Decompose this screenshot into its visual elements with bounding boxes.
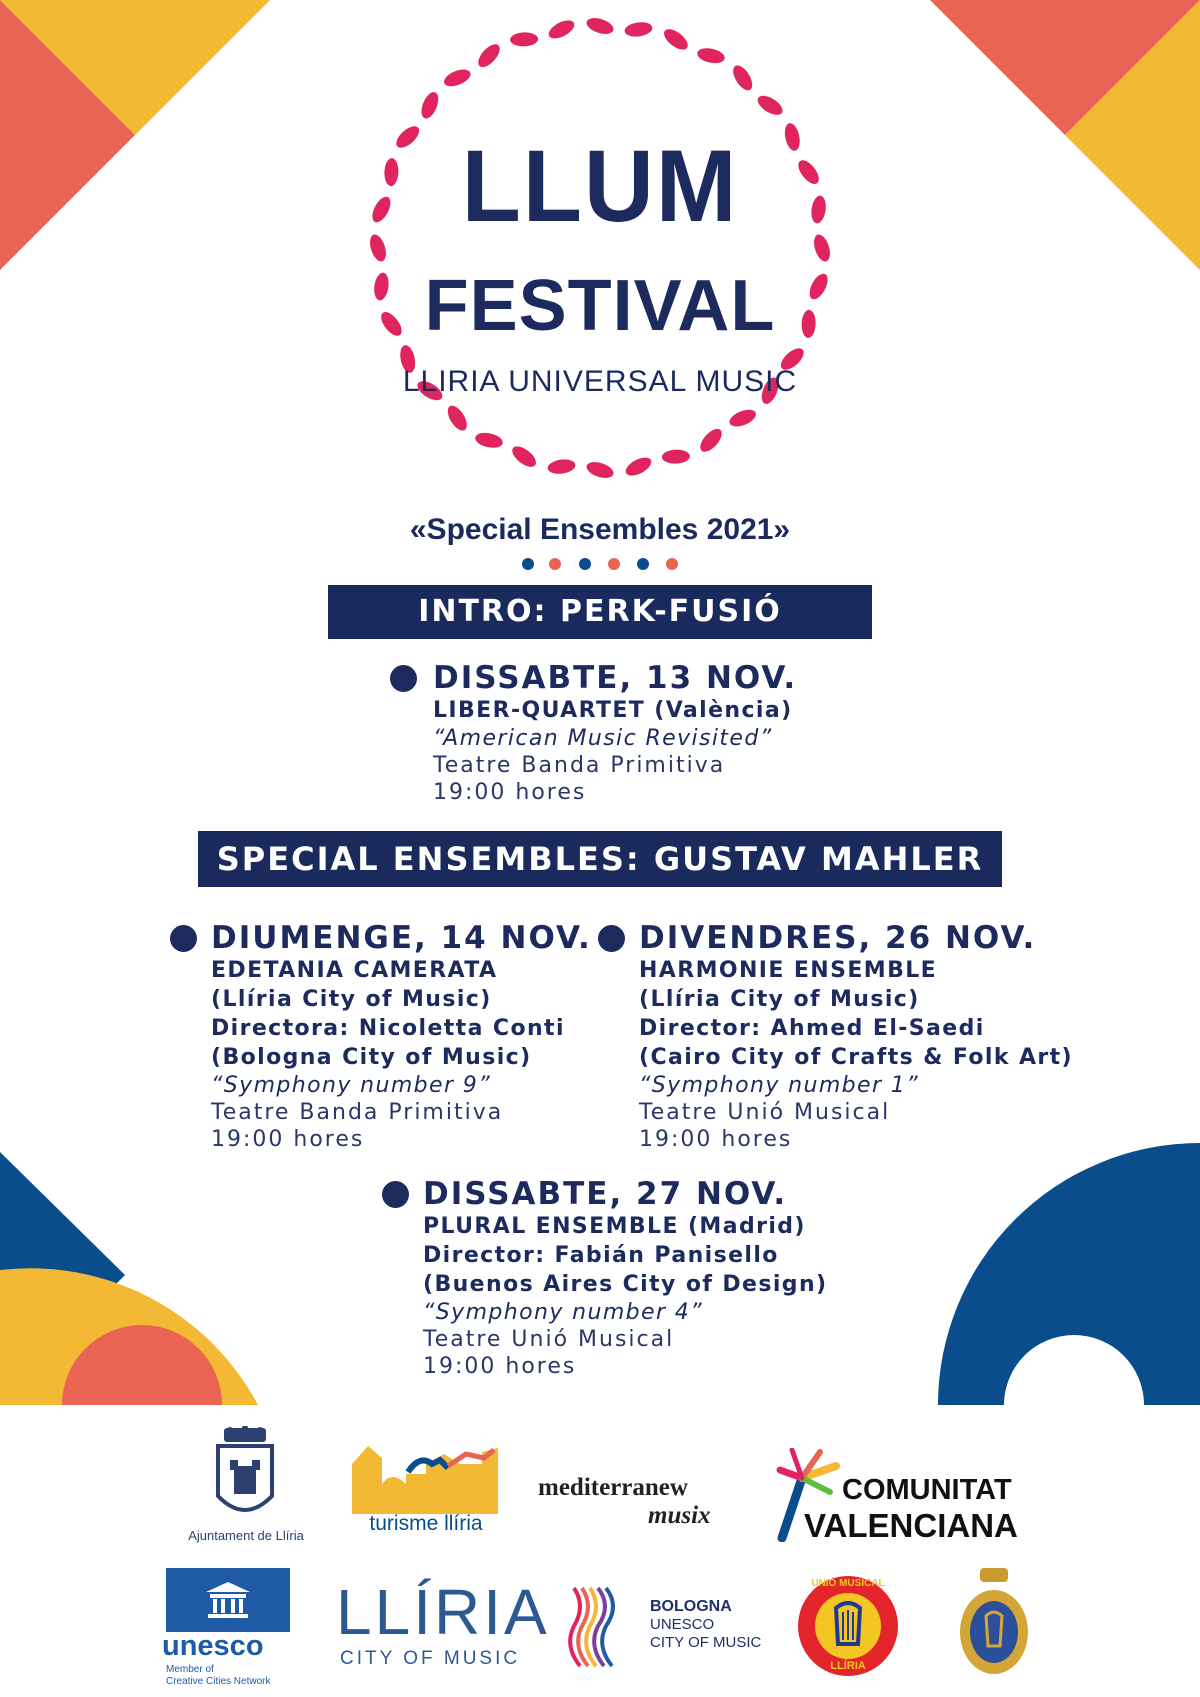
bologna-label-1: BOLOGNA bbox=[650, 1598, 732, 1615]
logo-tagline: LLIRIA UNIVERSAL MUSIC bbox=[402, 365, 798, 398]
event-program: “Symphony number 1” bbox=[639, 1073, 919, 1098]
event-line: PLURAL ENSEMBLE (Madrid) bbox=[423, 1214, 806, 1239]
turisme-label: turisme llíria bbox=[369, 1512, 483, 1535]
event-line: (Llíria City of Music) bbox=[211, 987, 492, 1012]
logo-petal bbox=[755, 92, 786, 119]
unesco-temple-icon bbox=[166, 1568, 290, 1632]
bullet-icon bbox=[382, 1181, 409, 1208]
bologna-label-3: CITY OF MUSIC bbox=[650, 1634, 762, 1651]
ajuntament-label: Ajuntament de Llíria bbox=[188, 1528, 304, 1543]
event-date: DIUMENGE, 14 NOV. bbox=[211, 920, 592, 956]
banda-primitiva-crest-icon bbox=[956, 1566, 1032, 1678]
event-line: (Cairo City of Crafts & Folk Art) bbox=[639, 1045, 1074, 1070]
logo-festival: FESTIVAL bbox=[424, 266, 776, 346]
event-ensemble: LIBER-QUARTET (València) bbox=[433, 698, 793, 723]
bologna-logo-icon bbox=[568, 1584, 618, 1670]
lliria-label: LLÍRIA bbox=[336, 1576, 550, 1648]
event-venue: Teatre Banda Primitiva bbox=[211, 1100, 504, 1125]
logo-petal bbox=[696, 46, 726, 66]
event-date: DISSABTE, 27 NOV. bbox=[423, 1176, 788, 1212]
event-time: 19:00 hores bbox=[433, 780, 587, 805]
turisme-logo-icon bbox=[348, 1444, 500, 1516]
event-line: Director: Fabián Panisello bbox=[423, 1243, 779, 1268]
lliria-sub-label: CITY OF MUSIC bbox=[340, 1648, 521, 1669]
logo-petal bbox=[510, 32, 538, 47]
unesco-sub-2: Creative Cities Network bbox=[166, 1676, 271, 1687]
logo-petal bbox=[585, 459, 616, 481]
event-program: “American Music Revisited” bbox=[433, 726, 773, 751]
logo-petal bbox=[546, 17, 577, 43]
unio-top-label: UNIÓ MUSICAL bbox=[811, 1578, 885, 1589]
unesco-sub-1: Member of bbox=[166, 1664, 214, 1675]
event-line: (Bologna City of Music) bbox=[211, 1045, 532, 1070]
special-banner: SPECIAL ENSEMBLES: GUSTAV MAHLER bbox=[198, 831, 1002, 887]
event-program: “Symphony number 9” bbox=[211, 1073, 491, 1098]
logo-petal bbox=[585, 15, 616, 37]
unesco-label: unesco bbox=[162, 1630, 264, 1662]
event-line: (Buenos Aires City of Design) bbox=[423, 1272, 828, 1297]
logo-petal bbox=[729, 62, 756, 93]
comunitat-label-1: COMUNITAT bbox=[842, 1474, 1012, 1506]
intro-banner: INTRO: PERK-FUSIÓ bbox=[328, 585, 872, 639]
event-line: HARMONIE ENSEMBLE bbox=[639, 958, 938, 983]
event-time: 19:00 hores bbox=[423, 1354, 577, 1379]
event-time: 19:00 hores bbox=[211, 1127, 365, 1152]
logo-petal bbox=[418, 90, 441, 121]
event-venue: Teatre Banda Primitiva bbox=[433, 753, 726, 778]
logo-petal bbox=[547, 458, 577, 476]
logo-petal bbox=[623, 454, 654, 480]
logo-petal bbox=[444, 403, 471, 434]
logo-petal bbox=[509, 442, 540, 470]
event-line: EDETANIA CAMERATA bbox=[211, 958, 498, 983]
logo-petal bbox=[661, 25, 692, 53]
event-venue: Teatre Unió Musical bbox=[423, 1327, 675, 1352]
logo-petal bbox=[624, 21, 654, 39]
logo-petal bbox=[474, 431, 504, 451]
bullet-icon bbox=[598, 925, 625, 952]
event-program: “Symphony number 4” bbox=[423, 1300, 703, 1325]
event-line: Directora: Nicoletta Conti bbox=[211, 1016, 565, 1041]
ajuntament-crest-icon bbox=[210, 1426, 280, 1526]
event-venue: Teatre Unió Musical bbox=[639, 1100, 891, 1125]
bullet-icon bbox=[170, 925, 197, 952]
musix-label: musix bbox=[648, 1502, 711, 1529]
logo-petal bbox=[442, 66, 473, 89]
unio-bottom-label: LLÍRIA bbox=[830, 1660, 866, 1672]
event-subtitle: «Special Ensembles 2021» bbox=[409, 513, 791, 546]
bullet-icon bbox=[390, 665, 417, 692]
event-date: DISSABTE, 13 NOV. bbox=[433, 660, 798, 696]
logo-petal bbox=[696, 425, 725, 455]
mediterranew-label: mediterranew bbox=[538, 1474, 688, 1501]
logo-petal bbox=[474, 41, 503, 71]
logo-title: LLUM bbox=[461, 129, 739, 243]
event-line: (Llíria City of Music) bbox=[639, 987, 920, 1012]
logo-petal bbox=[727, 406, 758, 429]
comunitat-label-2: VALENCIANA bbox=[804, 1507, 1018, 1544]
logo-petal bbox=[662, 449, 690, 464]
bologna-label-2: UNESCO bbox=[650, 1616, 715, 1633]
logo-petal-ring bbox=[367, 15, 833, 481]
event-date: DIVENDRES, 26 NOV. bbox=[639, 920, 1037, 956]
event-line: Director: Ahmed El-Saedi bbox=[639, 1016, 985, 1041]
event-time: 19:00 hores bbox=[639, 1127, 793, 1152]
